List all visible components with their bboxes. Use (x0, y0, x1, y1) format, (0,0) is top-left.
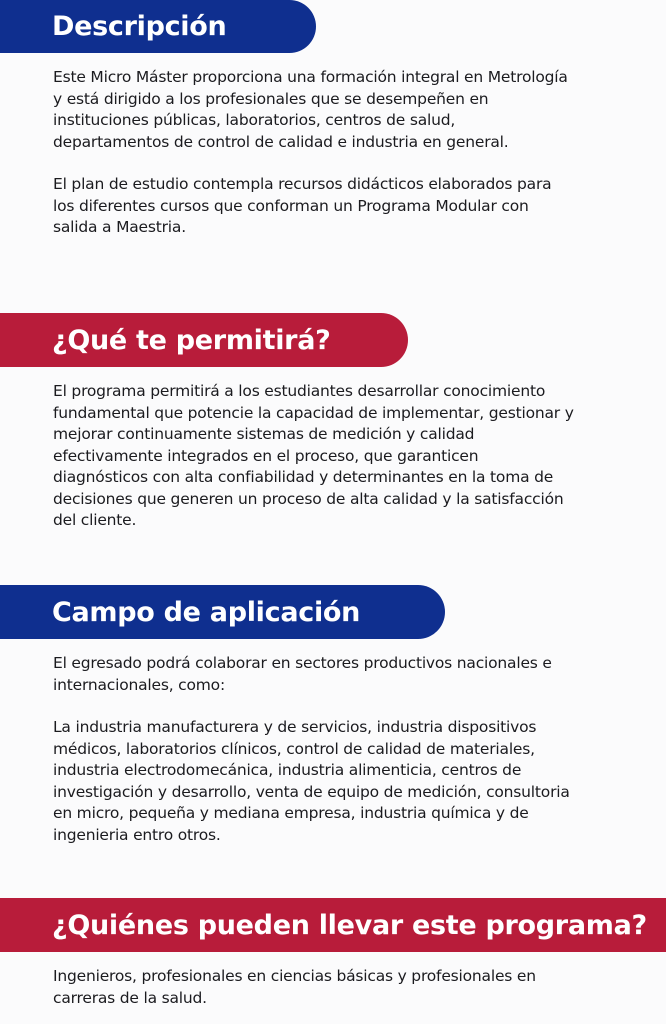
section-heading-quienes-pueden (0, 898, 666, 952)
paragraph: La industria manufacturera y de servicios, industria dispositivos médicos, laboratorios clínicos, control de calidad de materiales, industria electrodomecánica, industria alimenticia, centros de investigación y desarrollo, venta de equipo de medición, consultoria en micro, pequeña y mediana empresa, industria química y de ingenieria entro otros. (53, 718, 570, 844)
section-heading-campo-de-aplicacion (0, 585, 445, 639)
section-title: Campo de aplicación (52, 596, 361, 628)
section-heading-que-te-permitira (0, 313, 408, 367)
paragraph: El plan de estudio contempla recursos didácticos elaborados para los diferentes cursos que conforman un Programa Modular con salida a Maestria. (53, 175, 552, 236)
paragraph: Ingenieros, profesionales en ciencias básicas y profesionales en carreras de la salud. (53, 967, 536, 1007)
section-title: ¿Quiénes pueden llevar este programa? (52, 909, 647, 941)
section-body-campo-de-aplicacion (53, 653, 583, 846)
paragraph: El programa permitirá a los estudiantes desarrollar conocimiento fundamental que potencie la capacidad de implementar, gestionar y mejorar continuamente sistemas de medición y calidad efectivamente integrados en el proceso, que garanticen diagnósticos con alta confiabilidad y determinantes en la toma de decisiones que generen un proceso de alta calidad y la satisfacción del cliente. (53, 382, 574, 529)
paragraph: Este Micro Máster proporciona una formación integral en Metrología y está dirigido a los profesionales que se desempeñen en instituciones públicas, laboratorios, centros de salud, departamentos de control de calidad e industria en general. (53, 68, 568, 151)
section-body-quienes-pueden (53, 966, 583, 1009)
section-heading-descripcion (0, 0, 316, 53)
paragraph: El egresado podrá colaborar en sectores productivos nacionales e internacionales, como: (53, 654, 552, 694)
section-title: ¿Qué te permitirá? (52, 324, 331, 356)
section-body-descripcion (53, 67, 573, 239)
section-body-que-te-permitira (53, 381, 578, 532)
section-title: Descripción (52, 11, 227, 42)
